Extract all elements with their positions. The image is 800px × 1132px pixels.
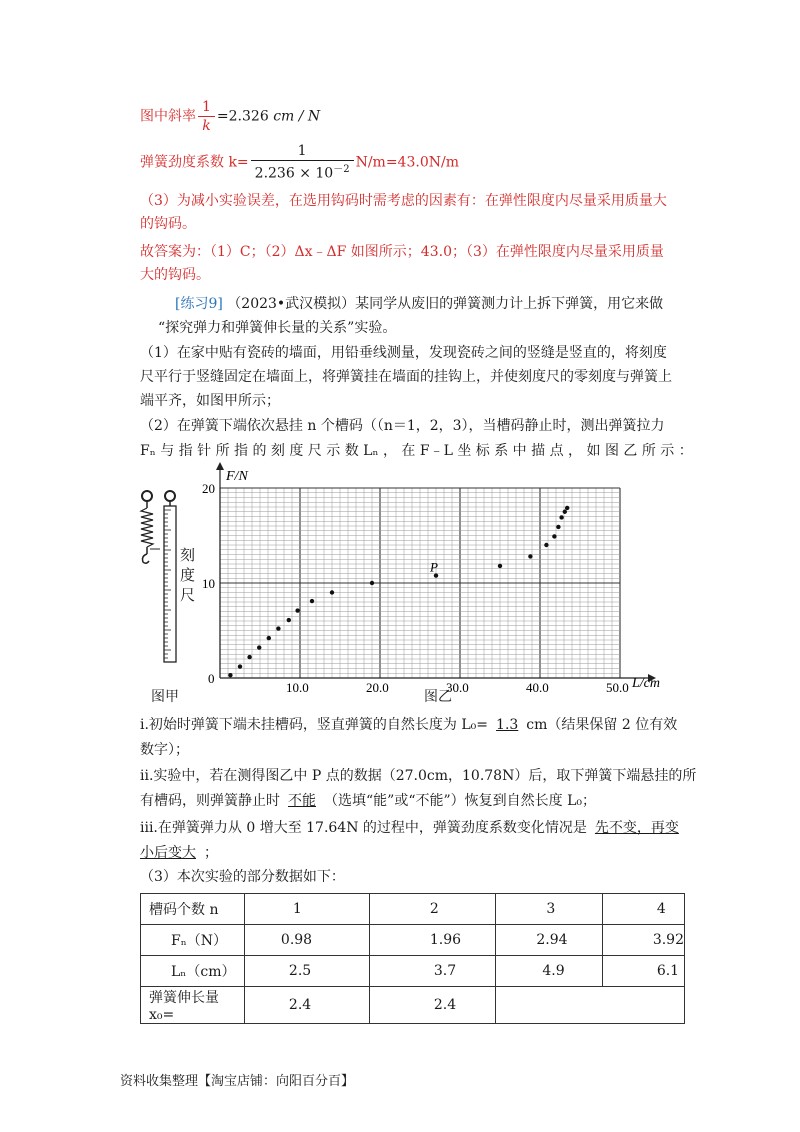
table-row	[141, 987, 685, 1024]
spring-hook	[143, 554, 150, 563]
answer-line1: 故答案为：（1）C；（2）Δx﹣ΔF 如图所示；43.0；（3）在弹性限度内尽量采用质量	[140, 244, 664, 260]
slope-line	[140, 98, 320, 135]
x-tick-label: 20.0	[366, 680, 389, 695]
table-cell	[496, 987, 685, 1024]
p1-line1: （1）在家中贴有瓷砖的墙面，用铅垂线测量，发现瓷砖之间的竖缝是竖直的，将刻度	[140, 345, 667, 361]
ruler-label	[180, 545, 195, 605]
part3-line2: 的钩码。	[140, 216, 196, 232]
ruler-label-char-1: 刻	[180, 546, 196, 564]
table-cell: 3.7	[369, 956, 495, 987]
k-frac-num: 1	[251, 142, 354, 161]
slope-fraction	[198, 98, 215, 135]
chart-points	[228, 506, 569, 678]
q2-answer: 不能	[288, 793, 316, 809]
data-point	[528, 554, 532, 558]
table-row	[141, 894, 685, 925]
q2-line2	[140, 790, 596, 812]
k-line	[140, 142, 459, 183]
q3-answer-part2: 小后变大	[140, 845, 196, 861]
p2-line1: （2）在弹簧下端依次悬挂 n 个槽码（（n＝1，2，3），当槽码静止时，测出弹簧拉力	[140, 418, 665, 434]
data-point	[287, 618, 291, 622]
data-point	[556, 525, 560, 529]
y-tick-label: 20	[202, 481, 215, 496]
data-point	[565, 506, 569, 510]
table-cell: 2.5	[244, 956, 369, 987]
part3-line1: （3）为减小实验误差，在选用钩码时需考虑的因素有：在弹性限度内尽量采用质量大	[140, 193, 667, 209]
table-row	[141, 925, 685, 956]
slope-frac-den: k	[202, 118, 211, 134]
exercise-header	[175, 293, 663, 315]
data-point	[498, 564, 502, 568]
table-cell: 6.1	[602, 956, 684, 987]
table-cell: 2.4	[369, 987, 495, 1024]
p1-line3: 端平齐，如图甲所示；	[140, 393, 280, 409]
table-cell: 1.96	[369, 925, 495, 956]
p1-line2: 尺平行于竖缝固定在墙面上，将弹簧挂在墙面的挂钩上，并使刻度尺的零刻度与弹簧上	[140, 369, 672, 385]
k-fraction	[251, 142, 354, 183]
ruler-label-char-2: 度	[180, 566, 196, 584]
table-cell: 弹簧伸长量 x₀=	[141, 987, 245, 1024]
data-point	[552, 534, 556, 538]
table-cell: 槽码个数 n	[141, 894, 245, 925]
data-point	[310, 599, 314, 603]
q2-post: （选填“能”或“不能”）恢复到自然长度 L₀；	[324, 793, 596, 809]
table-cell: 4.9	[496, 956, 602, 987]
data-point	[247, 655, 251, 659]
data-point	[238, 664, 242, 668]
data-point	[276, 626, 280, 630]
q3-line1	[140, 817, 687, 839]
slope-unit: cm / N	[273, 108, 321, 125]
footer-text: 资料收集整理【淘宝店铺：向阳百分百】	[120, 1074, 355, 1089]
ruler-body	[164, 506, 176, 662]
table-cell: 1	[244, 894, 369, 925]
spring-hanger-ring	[142, 491, 152, 501]
table-cell: 3.92	[602, 925, 684, 956]
table-cell: Lₙ（cm）	[141, 956, 245, 987]
q2-line1: ii.实验中，若在测得图乙中 P 点的数据（27.0cm，10.78N）后，取下弹簧下端悬挂的所	[140, 768, 697, 784]
spring-coil	[141, 508, 153, 547]
y-tick-label: 10	[202, 576, 215, 591]
ruler-hanger-ring	[165, 491, 175, 501]
answer-line2: 大的钩码。	[140, 267, 210, 283]
table-cell: 4	[602, 894, 684, 925]
q2-pre: 有槽码，则弹簧静止时	[140, 793, 280, 809]
q1-post: cm（结果保留 2 位有效	[526, 717, 678, 733]
k-frac-den	[251, 161, 354, 183]
table-cell: 2.4	[244, 987, 369, 1024]
data-point	[544, 543, 548, 547]
exercise-tag: [练习9]	[175, 296, 223, 312]
part3-intro: （3）本次实验的部分数据如下：	[140, 869, 345, 885]
y-tick-label: 0	[208, 671, 215, 686]
q1-line1	[140, 714, 677, 736]
q3-pre: iii.在弹簧弹力从 0 增大至 17.64N 的过程中，弹簧劲度系数变化情况是	[140, 820, 587, 836]
data-point	[228, 673, 232, 677]
fig-yi-label: 图乙	[424, 689, 452, 705]
data-point	[257, 645, 261, 649]
data-point	[559, 515, 563, 519]
data-point	[370, 581, 374, 585]
slope-frac-num: 1	[198, 98, 215, 117]
table-row	[141, 956, 685, 987]
data-point	[330, 590, 334, 594]
k-frac-den-base: 2.236 × 10	[254, 165, 334, 182]
table-cell: 2	[369, 894, 495, 925]
q3-post: ；	[204, 845, 218, 861]
q3-answer-part1: 先不变，再变	[594, 820, 679, 836]
data-point	[295, 608, 299, 612]
k-frac-exp: －2	[333, 164, 350, 175]
y-axis-arrow	[216, 462, 224, 470]
slope-label: 图中斜率	[140, 108, 196, 125]
x-tick-label: 10.0	[286, 680, 309, 695]
exercise-line2: “探究弹力和弹簧伸长量的关系”实验。	[158, 320, 397, 336]
k-label: 弹簧劲度系数 k=	[140, 154, 249, 171]
chart-y-label: F/N	[226, 469, 248, 484]
exercise-line1: （2023•武汉模拟）某同学从废旧的弹簧测力计上拆下弹簧，用它来做	[227, 296, 664, 312]
table-cell: 3	[496, 894, 602, 925]
x-tick-label: 30.0	[446, 680, 469, 695]
x-tick-label: 50.0	[606, 680, 629, 695]
k-result: N/m=43.0N/m	[355, 154, 459, 171]
data-table	[140, 893, 685, 1024]
x-tick-label: 40.0	[526, 680, 549, 695]
q1-line2: 数字）；	[140, 742, 189, 758]
f-l-chart	[200, 460, 670, 700]
data-point	[563, 510, 567, 514]
p2-line2: Fₙ 与 指 针 所 指 的 刻 度 尺 示 数 Lₙ ， 在 F﹣L 坐 标 系 中 描 点 ， 如 图 乙 所 示 ：	[140, 443, 693, 459]
table-cell: 0.98	[244, 925, 369, 956]
q1-pre: i.初始时弹簧下端未挂槽码，竖直弹簧的自然长度为 L₀=	[140, 717, 489, 733]
point-p-label: P	[430, 559, 438, 575]
table-cell: 2.94	[496, 925, 602, 956]
data-point	[267, 636, 271, 640]
table-cell: Fₙ（N）	[141, 925, 245, 956]
q3-line2	[140, 842, 218, 864]
ruler-label-char-3: 尺	[180, 586, 196, 604]
slope-value: =2.326	[216, 108, 269, 125]
fig-jia-label: 图甲	[151, 689, 179, 705]
chart-x-label: L/cm	[632, 676, 660, 691]
q1-answer: 1.3	[496, 717, 519, 733]
